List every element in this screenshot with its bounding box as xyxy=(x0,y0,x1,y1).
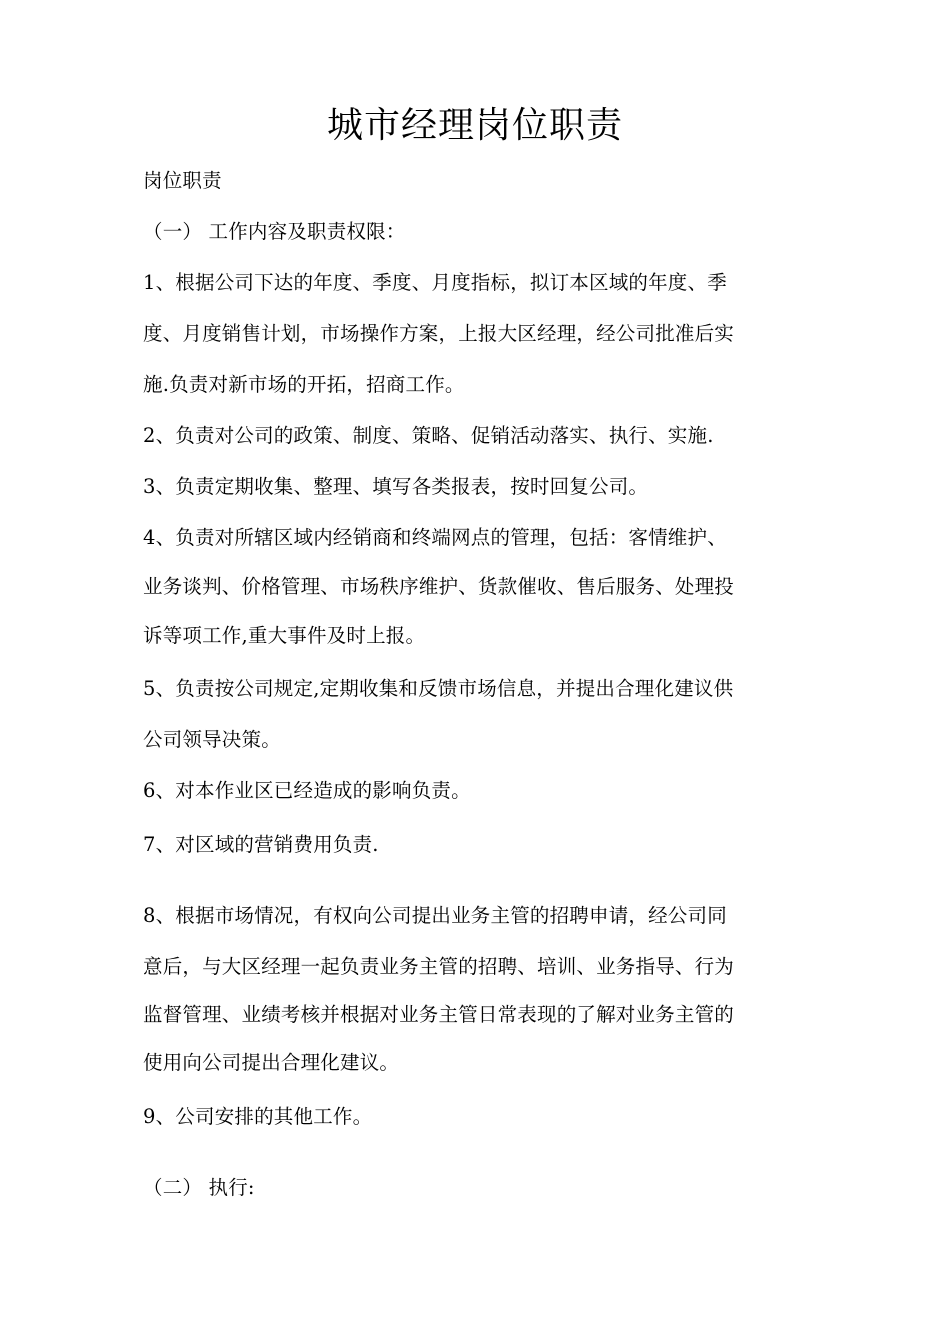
duty-item-4-line-3: 诉等项工作,重大事件及时上报。 xyxy=(143,624,426,647)
duty-item-8-line-4: 使用向公司提出合理化建议。 xyxy=(143,1051,400,1074)
duty-item-8-line-2: 意后，与大区经理一起负责业务主管的招聘、培训、业务指导、行为 xyxy=(143,955,735,978)
document-title: 城市经理岗位职责 xyxy=(326,105,623,146)
duty-item-2: 2、负责对公司的政策、制度、策略、促销活动落实、执行、实施. xyxy=(143,424,714,447)
subsection-heading-execution: （二） 执行: xyxy=(143,1176,255,1199)
duty-item-8-line-3: 监督管理、业绩考核并根据对业务主管日常表现的了解对业务主管的 xyxy=(143,1003,735,1026)
duty-item-1-line-2: 度、月度销售计划，市场操作方案，上报大区经理，经公司批准后实 xyxy=(143,322,735,345)
duty-item-9: 9、公司安排的其他工作。 xyxy=(143,1105,373,1128)
section-label: 岗位职责 xyxy=(143,169,222,192)
duty-item-6: 6、对本作业区已经造成的影响负责。 xyxy=(143,779,471,802)
duty-item-3: 3、负责定期收集、整理、填写各类报表，按时回复公司。 xyxy=(143,475,649,498)
duty-item-8-line-1: 8、根据市场情况，有权向公司提出业务主管的招聘申请，经公司同 xyxy=(143,904,727,927)
duty-item-4-line-2: 业务谈判、价格管理、市场秩序维护、货款催收、售后服务、处理投 xyxy=(143,575,735,598)
duty-item-5-line-1: 5、负责按公司规定,定期收集和反馈市场信息，并提出合理化建议供 xyxy=(143,677,734,700)
duty-item-4-line-1: 4、负责对所辖区域内经销商和终端网点的管理，包括：客情维护、 xyxy=(143,526,727,549)
duty-item-7: 7、对区域的营销费用负责. xyxy=(143,833,379,856)
subsection-heading-duties: （一） 工作内容及职责权限： xyxy=(143,220,406,243)
duty-item-5-line-2: 公司领导决策。 xyxy=(143,728,281,751)
duty-item-1-line-3: 施.负责对新市场的开拓，招商工作。 xyxy=(143,373,465,396)
duty-item-1-line-1: 1、根据公司下达的年度、季度、月度指标，拟订本区域的年度、季 xyxy=(143,271,727,294)
